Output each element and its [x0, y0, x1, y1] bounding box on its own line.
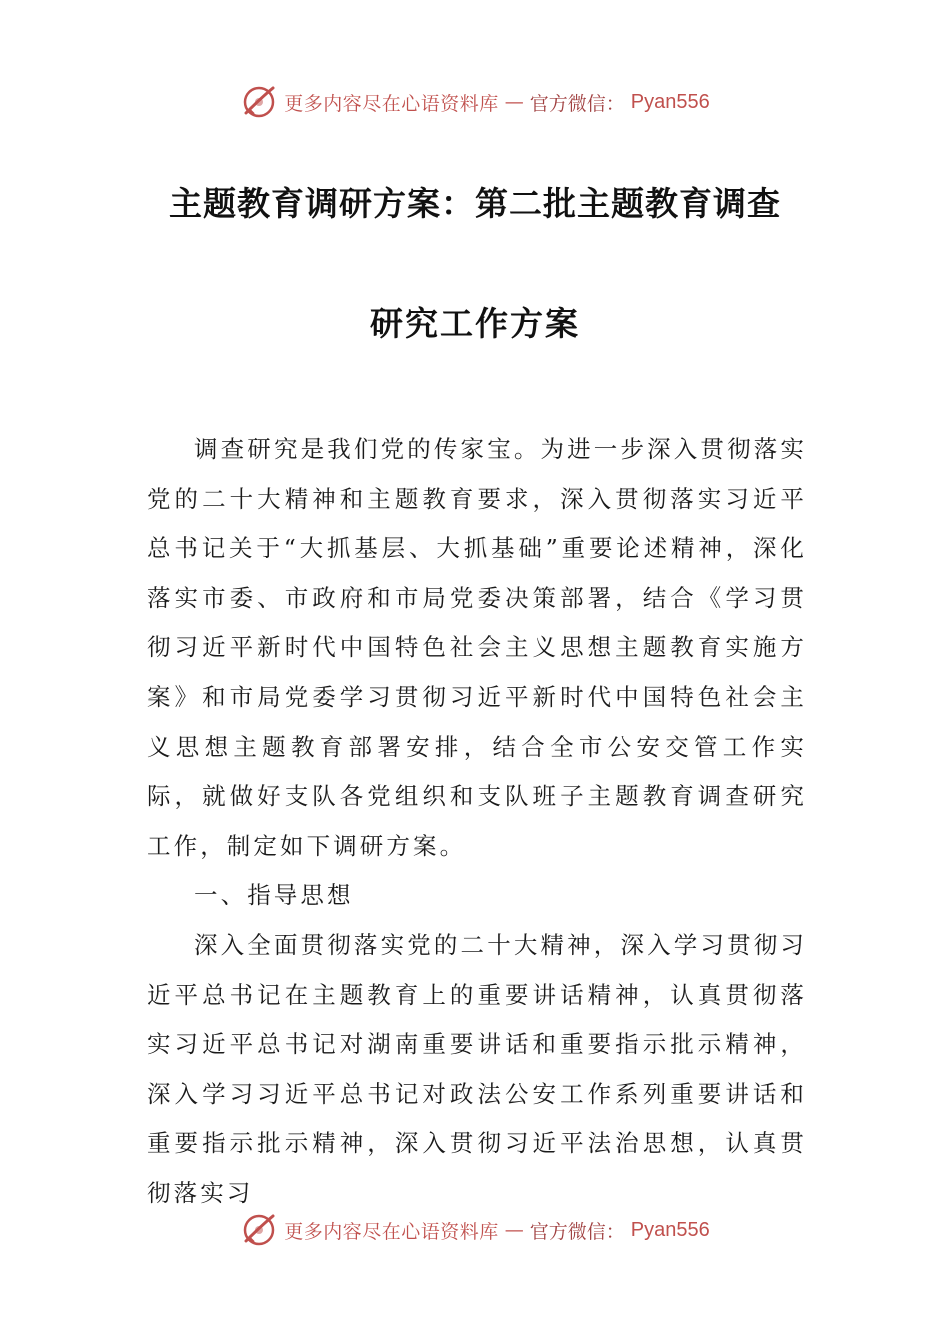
paragraph-intro: 调查研究是我们党的传家宝。为进一步深入贯彻落实党的二十大精神和主题教育要求，深入贯彻落实习近平总书记关于“大抓基层、大抓基础”重要论述精神，深化落实市委、市政府和市局党委决策部署，结合《学习贯彻习近平新时代中国特色社会主义思想主题教育实施方案》和市局党委学习贯彻习近平新时代中国特色社会主义思想主题教育部署安排，结合全市公安交管工作实际，就做好支队各党组织和支队班子主题教育调查研究工作，制定如下调研方案。	[147, 435, 807, 860]
banner-separator: —	[504, 1219, 524, 1241]
footer-banner	[0, 1208, 950, 1252]
pen-logo-icon	[240, 1211, 278, 1249]
paragraph-guiding-ideology: 深入全面贯彻落实党的二十大精神，深入学习贯彻习近平总书记在主题教育上的重要讲话精神，认真贯彻落实习近平总书记对湖南重要讲话和重要指示批示精神，深入学习习近平总书记对政法公安工作系列重要讲话和重要指示批示精神，深入贯彻习近平法治思想，认真贯彻落实习	[147, 930, 807, 1207]
header-banner	[0, 80, 950, 124]
wechat-id: Pyan556	[630, 90, 710, 113]
wechat-label: 官方微信：	[529, 1220, 625, 1243]
promo-text: 更多内容尽在心语资料库	[284, 1220, 499, 1243]
document-body	[147, 425, 807, 1219]
wechat-id: Pyan556	[630, 1218, 710, 1241]
banner-separator: —	[504, 91, 524, 113]
section-heading-guiding-ideology: 一、指导思想	[194, 881, 354, 910]
promo-text: 更多内容尽在心语资料库	[284, 92, 499, 115]
document-title-line-2: 研究工作方案	[370, 304, 580, 343]
document-title-line-1: 主题教育调研方案：第二批主题教育调查	[169, 184, 781, 223]
wechat-label: 官方微信：	[529, 92, 625, 115]
pen-logo-icon	[240, 83, 278, 121]
